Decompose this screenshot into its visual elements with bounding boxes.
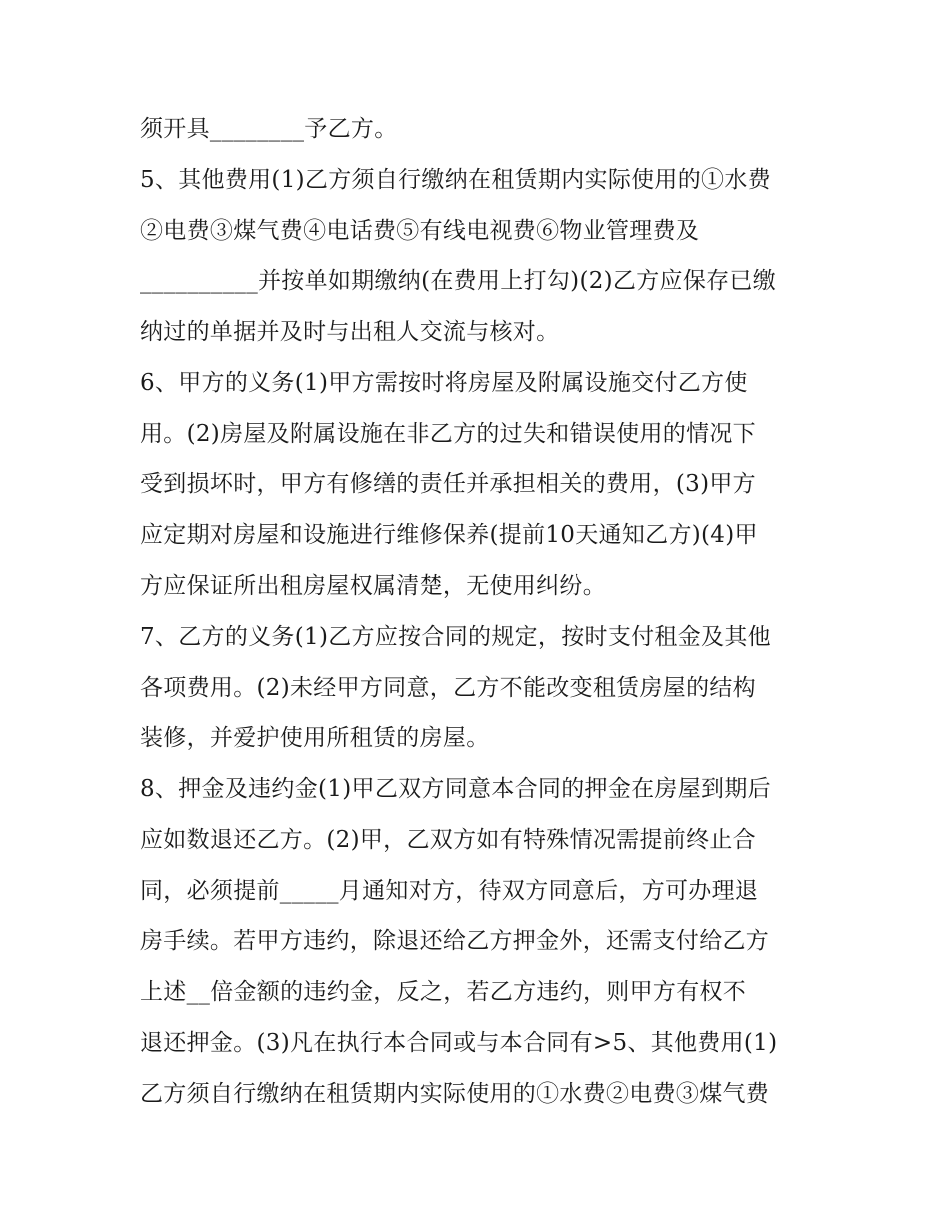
text-line: 5、其他费用(1)乙方须自行缴纳在租赁期内实际使用的①水费 [140,167,771,193]
text-line: __________并按单如期缴纳(在费用上打勾)(2)乙方应保存已缴 [140,268,777,294]
text-line: 7、乙方的义务(1)乙方应按合同的规定，按时支付租金及其他 [140,624,771,650]
text-line: 退还押金。(3)凡在执行本合同或与本合同有>5、其他费用(1) [140,1030,778,1056]
text-line: 同，必须提前_____月通知对方，待双方同意后，方可办理退 [140,878,759,904]
text-line: 6、甲方的义务(1)甲方需按时将房屋及附属设施交付乙方使 [140,370,748,396]
text-line: 乙方须自行缴纳在租赁期内实际使用的①水费②电费③煤气费 [140,1081,770,1107]
text-line: 纳过的单据并及时与出租人交流与核对。 [140,319,560,345]
text-line: 上述__倍金额的违约金，反之，若乙方违约，则甲方有权不 [140,979,747,1005]
text-line: 应如数退还乙方。(2)甲，乙双方如有特殊情况需提前终止合 [140,827,756,853]
text-line: 装修，并爱护使用所租赁的房屋。 [140,725,490,751]
text-line: ②电费③煤气费④电话费⑤有线电视费⑥物业管理费及 [140,218,700,244]
text-line: 受到损坏时，甲方有修缮的责任并承担相关的费用，(3)甲方 [140,471,756,497]
text-line: 房手续。若甲方违约，除退还给乙方押金外，还需支付给乙方 [140,928,770,954]
text-line: 应定期对房屋和设施进行维修保养(提前10天通知乙方)(4)甲 [140,522,758,548]
text-line: 8、押金及违约金(1)甲乙双方同意本合同的押金在房屋到期后 [140,776,771,802]
text-line: 须开具________予乙方。 [140,116,398,142]
text-line: 用。(2)房屋及附属设施在非乙方的过失和错误使用的情况下 [140,421,756,447]
text-line: 各项费用。(2)未经甲方同意，乙方不能改变租赁房屋的结构 [140,675,756,701]
text-line: 方应保证所出租房屋权属清楚，无使用纠纷。 [140,573,606,599]
